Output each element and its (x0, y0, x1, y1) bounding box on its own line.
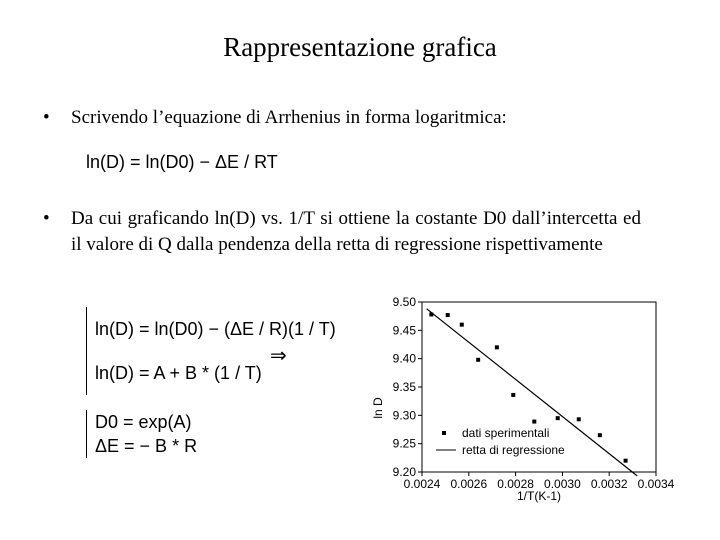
implies-arrow-icon: ⇒ (270, 343, 287, 367)
bullet-item-1 (43, 105, 671, 131)
equation-text: ln(D) = ln(D0) − ΔE / RT (86, 152, 278, 172)
system2-line1: D0 = exp(A) (95, 412, 192, 432)
y-axis-label: ln D (371, 397, 385, 419)
equation-system-1 (86, 307, 336, 395)
x-tick-label: 0.0032 (590, 477, 628, 491)
data-point (446, 313, 450, 317)
x-tick-label: 0.0024 (403, 477, 441, 491)
legend-label-line: retta di regressione (462, 443, 565, 457)
system1-line1: ln(D) = ln(D0) − (ΔE / R)(1 / T) (95, 319, 336, 339)
chart-legend (436, 426, 565, 457)
slide-title: Rappresentazione grafica (223, 32, 497, 62)
y-tick-label: 9.50 (392, 295, 416, 309)
bullet-text: Scrivendo l’equazione di Arrhenius in forma logaritmica: (71, 107, 507, 128)
data-point (476, 358, 480, 362)
data-point (598, 433, 602, 437)
data-point (532, 420, 536, 424)
data-point (495, 345, 499, 349)
y-tick-label: 9.40 (392, 351, 416, 366)
bullet-text: Da cui graficando ln(D) vs. 1/T si ottiene la costante D0 dall’intercetta ed il valore di Q dalla pendenza della retta di regressione rispettivamente (71, 208, 641, 255)
data-point (460, 323, 464, 327)
data-point (511, 393, 515, 397)
y-tick-label: 9.25 (392, 436, 416, 451)
x-tick-label: 0.0026 (450, 477, 488, 491)
arrhenius-plot (360, 290, 690, 510)
y-tick-label: 9.20 (392, 465, 416, 479)
bullet-marker: • (43, 208, 50, 229)
y-tick-label: 9.35 (392, 380, 416, 394)
arrhenius-log-equation (86, 152, 278, 173)
legend-label-points: dati sperimentali (462, 426, 550, 440)
data-point (556, 416, 560, 420)
equation-system-2 (86, 410, 197, 458)
x-tick-label: 0.0028 (497, 477, 534, 491)
legend-point-swatch (442, 431, 446, 435)
bullet-item-2 (43, 206, 641, 258)
data-point (577, 417, 581, 421)
y-tick-label: 9.30 (392, 408, 416, 423)
system1-line2: ln(D) = A + B * (1 / T) (95, 363, 262, 383)
x-axis-label: 1/T(K-1) (516, 489, 562, 503)
y-tick-label: 9.45 (392, 323, 416, 338)
data-point (624, 459, 628, 463)
x-tick-label: 0.0030 (544, 477, 581, 491)
x-tick-label: 0.0034 (637, 477, 675, 491)
bullet-marker: • (43, 107, 50, 128)
system2-line2: ΔE = − B * R (95, 436, 198, 456)
